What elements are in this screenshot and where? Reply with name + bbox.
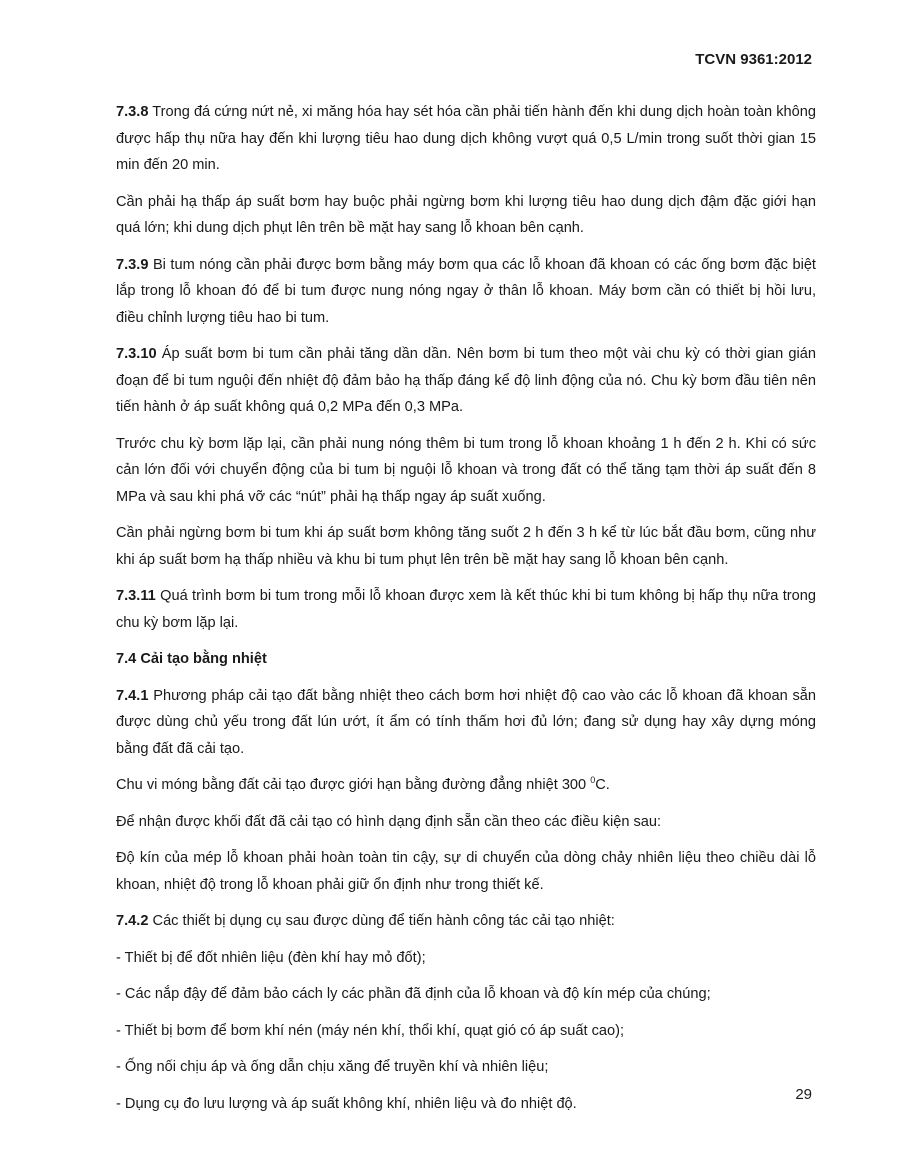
paragraph	[116, 431, 816, 511]
paragraph-text: Cần phải ngừng bơm bi tum khi áp suất bơm không tăng suốt 2 h đến 3 h kể từ lúc bắt đầu bơm, cũng như khi áp suất bơm hạ thấp nhiều và khu bi tum phụt lên trên bề mặt hay sang lỗ khoan bên cạnh.	[116, 525, 816, 568]
paragraph	[116, 845, 816, 898]
paragraph	[116, 772, 816, 799]
paragraph-text: Phương pháp cải tạo đất bằng nhiệt theo cách bơm hơi nhiệt độ cao vào các lỗ khoan đã khoan sẵn được dùng chủ yếu trong đất lún ướt, ít ẩm có tính thấm hơi đủ lớn; đang sử dụng hay xây dựng móng bằng đất đã cải tạo.	[116, 687, 816, 757]
list-item: - Thiết bị bơm để bơm khí nén (máy nén khí, thổi khí, quạt gió có áp suất cao);	[116, 1022, 625, 1039]
document-code: TCVN 9361:2012	[695, 51, 812, 68]
section-heading-7-4: 7.4 Cải tạo bằng nhiệt	[116, 651, 267, 667]
paragraph	[116, 189, 816, 242]
paragraph-7-4-1	[116, 683, 816, 763]
paragraph-tail: C.	[595, 777, 610, 793]
paragraph-text: Để nhận được khối đất đã cải tạo có hình dạng định sẵn cần theo các điều kiện sau:	[116, 813, 662, 830]
paragraph	[116, 520, 816, 573]
paragraph-7-3-10	[116, 341, 816, 421]
paragraph-text: Các thiết bị dụng cụ sau được dùng để tiến hành công tác cải tạo nhiệt:	[148, 913, 615, 929]
list-item: - Các nắp đậy để đảm bảo cách ly các phần đã định của lỗ khoan và độ kín mép của chúng;	[116, 986, 711, 1002]
paragraph-text: Trước chu kỳ bơm lặp lại, cần phải nung nóng thêm bi tum trong lỗ khoan khoảng 1 h đến 2 h. Khi có sức cản lớn đối với chuyển động của bi tum bị nguội lỗ khoan và trong đất có thể tăng tạm thời áp suất đến 8 MPa và sau khi phá vỡ các “nút” phải hạ thấp ngay áp suất xuống.	[116, 435, 816, 505]
list-item: - Ống nối chịu áp và ống dẫn chịu xăng để truyền khí và nhiên liệu;	[116, 1059, 549, 1075]
clause-number: 7.4.1	[116, 687, 149, 704]
paragraph-text: Độ kín của mép lỗ khoan phải hoàn toàn tin cậy, sự di chuyển của dòng chảy nhiên liệu theo chiều dài lỗ khoan, nhiệt độ trong lỗ khoan phải giữ ổn định như trong thiết kế.	[116, 850, 816, 893]
paragraph	[116, 809, 816, 836]
clause-number: 7.3.10	[116, 346, 157, 362]
paragraph-7-3-11	[116, 583, 816, 636]
clause-number: 7.3.8	[116, 104, 149, 120]
paragraph-text: Quá trình bơm bi tum trong mỗi lỗ khoan được xem là kết thúc khi bi tum không bị hấp thụ nữa trong chu kỳ bơm lặp lại.	[116, 588, 816, 631]
list-item: - Thiết bị để đốt nhiên liệu (đèn khí hay mỏ đốt);	[116, 949, 426, 966]
page-number: 29	[795, 1086, 812, 1103]
paragraph-text: Chu vi móng bằng đất cải tạo được giới hạn bằng đường đẳng nhiệt 300	[116, 777, 591, 793]
paragraph-7-3-8	[116, 99, 816, 179]
clause-number: 7.4.2	[116, 913, 149, 929]
clause-number: 7.3.11	[116, 588, 156, 604]
clause-number: 7.3.9	[116, 256, 149, 273]
document-body	[116, 99, 816, 1127]
paragraph-text: Áp suất bơm bi tum cần phải tăng dần dần. Nên bơm bi tum theo một vài chu kỳ có thời gian gián đoạn để bi tum nguội đến nhiệt độ đảm bảo hạ thấp đáng kể độ linh động của nó. Chu kỳ bơm đầu tiên nên tiến hành ở áp suất không quá 0,2 MPa đến 0,3 MPa.	[116, 346, 816, 415]
paragraph-text: Bi tum nóng cần phải được bơm bằng máy bơm qua các lỗ khoan đã khoan có các ống bơm đặc biệt lắp trong lỗ khoan đó để bi tum được nung nóng ngay ở thân lỗ khoan. Máy bơm cần có thiết bị hồi lưu, điều chỉnh lượng tiêu hao bi tum.	[116, 256, 816, 326]
paragraph-7-3-9	[116, 252, 816, 332]
list-item: - Dụng cụ đo lưu lượng và áp suất không khí, nhiên liệu và đo nhiệt độ.	[116, 1095, 577, 1112]
paragraph-7-4-2	[116, 908, 816, 935]
paragraph-text: Trong đá cứng nứt nẻ, xi măng hóa hay sét hóa cần phải tiến hành đến khi dung dịch hoàn toàn không được hấp thụ nữa hay đến khi lượng tiêu hao dung dịch không vượt quá 0,5 L/min trong suốt thời gian 15 min đến 20 min.	[116, 104, 816, 173]
paragraph-text: Cần phải hạ thấp áp suất bơm hay buộc phải ngừng bơm khi lượng tiêu hao dung dịch đậm đặc giới hạn quá lớn; khi dung dịch phụt lên trên bề mặt hay sang lỗ khoan bên cạnh.	[116, 193, 816, 236]
superscript-zero: 0	[590, 775, 596, 785]
